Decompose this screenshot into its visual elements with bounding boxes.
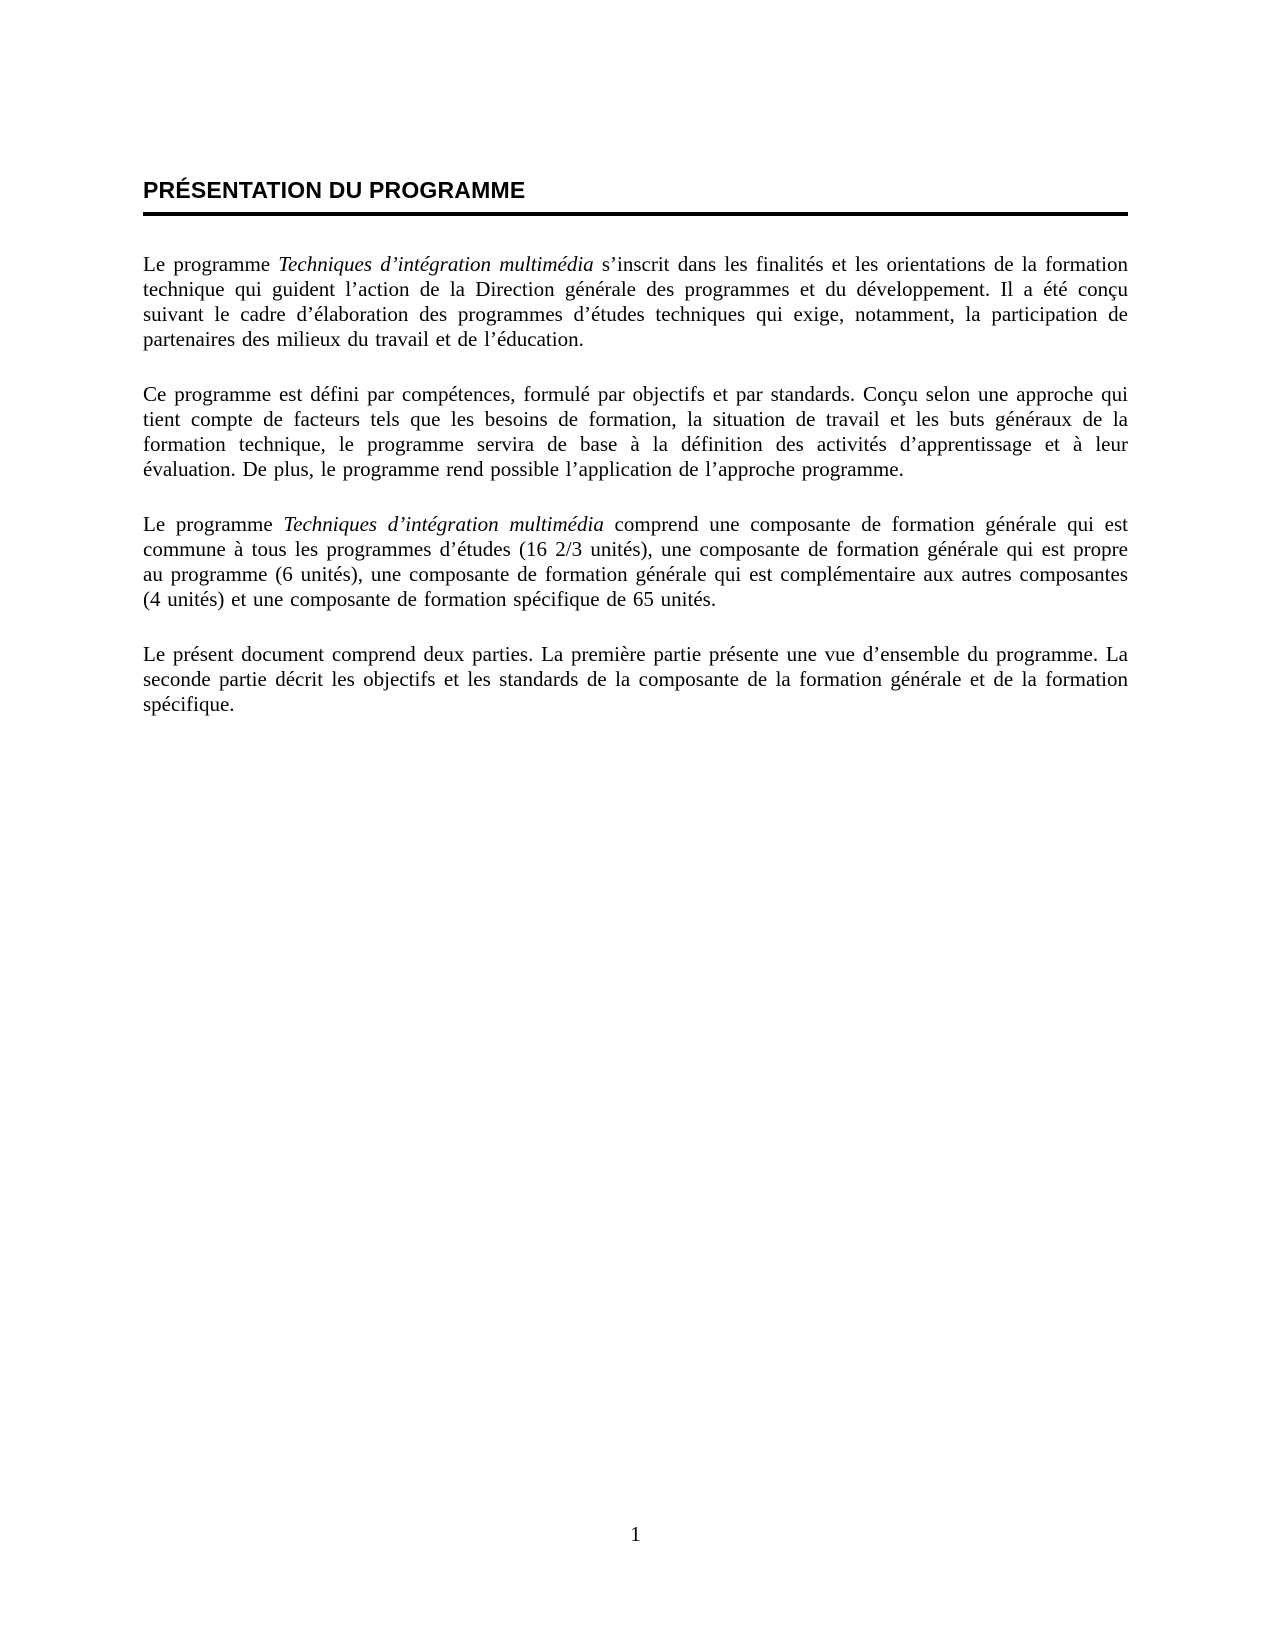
body-paragraph: [143, 382, 1128, 482]
page-number: 1: [630, 1522, 641, 1546]
text-segment: comprend une composante de formation générale qui est commune à tous les programmes d’études (16 2/3 unités), une composante de formation générale qui est propre au programme (6 unités), une composante de formation générale qui est complémentaire aux autres composantes (4 unités) et une composante de formation spécifique de 65 unités.: [143, 512, 1128, 612]
document-body: [143, 252, 1128, 717]
body-paragraph: [143, 252, 1128, 352]
title-underline: [143, 212, 1128, 216]
program-name-italic: Techniques d’intégration multimédia: [278, 252, 594, 277]
text-segment: Ce programme est défini par compétences, formulé par objectifs et par standards. Conçu selon une approche qui tient compte de facteurs tels que les besoins de formation, la situation de travail et les buts généraux de la formation technique, le programme servira de base à la définition des activités d’apprentissage et à leur évaluation. De plus, le programme rend possible l’application de l’approche programme.: [143, 382, 1128, 482]
footer: [143, 1522, 1128, 1547]
text-block: [143, 0, 1128, 717]
body-paragraph: [143, 642, 1128, 717]
text-segment: Le programme: [143, 252, 279, 277]
body-paragraph: [143, 512, 1128, 612]
text-segment: Le présent document comprend deux parties. La première partie présente une vue d’ensemble du programme. La seconde partie décrit les objectifs et les standards de la composante de la formation générale et de la formation spécifique.: [143, 642, 1128, 717]
text-segment: Le programme: [143, 512, 284, 537]
page-title: PRÉSENTATION DU PROGRAMME: [143, 177, 526, 203]
program-name-italic: Techniques d’intégration multimédia: [283, 512, 604, 537]
text-segment: s’inscrit dans les finalités et les orientations de la formation technique qui guident l’action de la Direction générale des programmes et du développement. Il a été conçu suivant le cadre d’élaboration des programmes d’études techniques qui exige, notamment, la participation de partenaires des milieux du travail et de l’éducation.: [143, 252, 1128, 352]
